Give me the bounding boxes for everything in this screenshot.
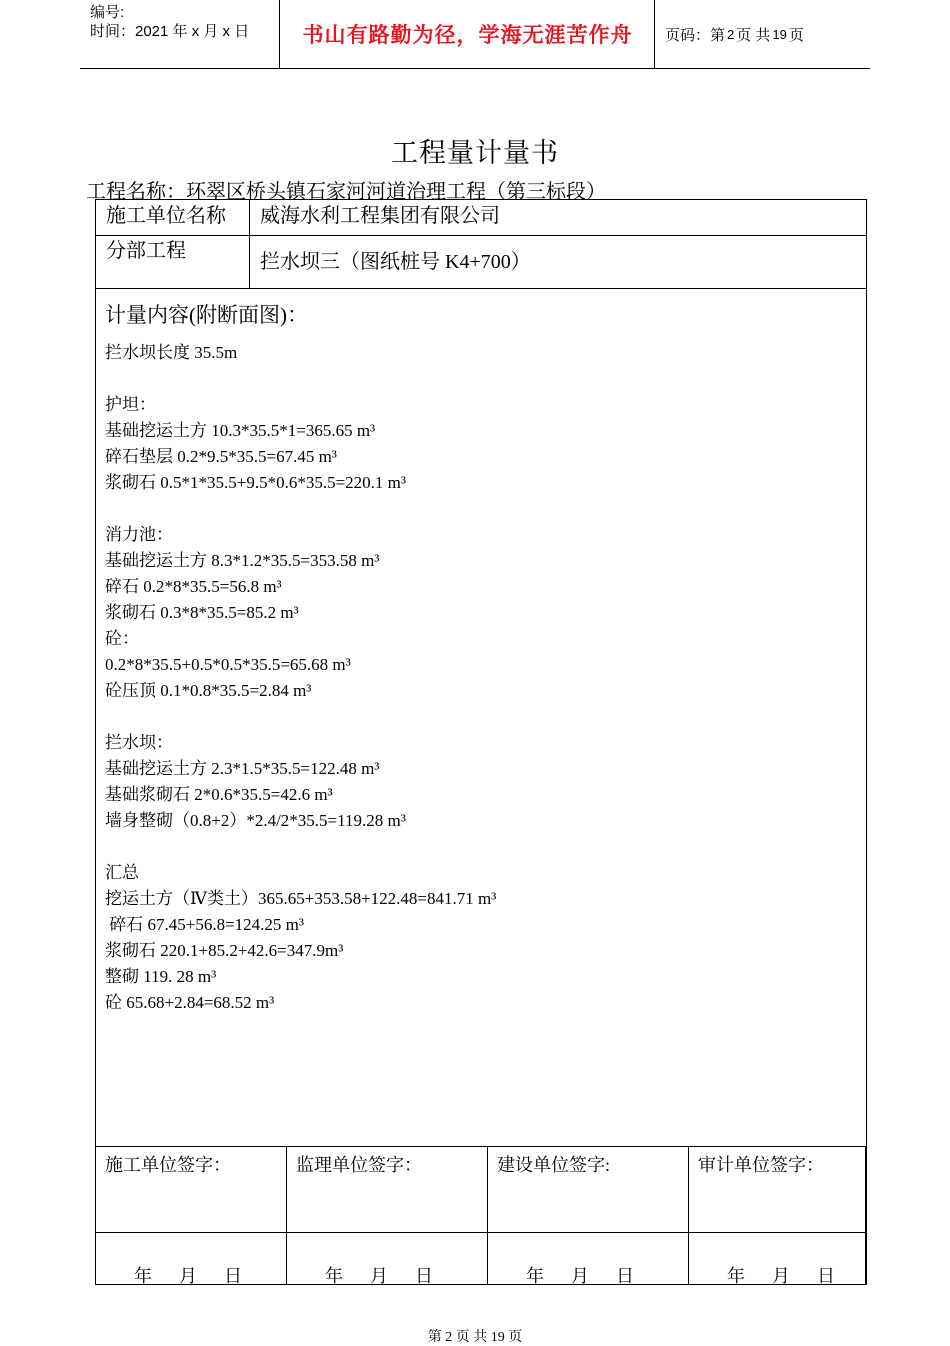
blank-line (105, 496, 855, 522)
header-motto: 书山有路勤为径，学海无涯苦作舟 (281, 0, 655, 68)
content-heading: 计量内容(附断面图)： (105, 303, 308, 327)
content-line: 浆砌石 0.3*8*35.5=85.2 m³ (105, 603, 299, 622)
content-line: 基础浆砌石 2*0.6*35.5=42.6 m³ (105, 785, 333, 804)
content-line: 砼 65.68+2.84=68.52 m³ (105, 993, 275, 1012)
number-label: 编号: (90, 4, 125, 21)
page-prefix: 页码：第 (665, 26, 726, 44)
content-line: 砼压顶 0.1*0.8*35.5=2.84 m³ (105, 681, 312, 700)
contractor-label: 施工单位名称 (96, 200, 250, 235)
page-mid: 页 共 (736, 26, 771, 44)
measurement-content (105, 300, 855, 1016)
content-line: 碎石垫层 0.2*9.5*35.5=67.45 m³ (105, 447, 337, 466)
signature-label: 监理单位签字： (296, 1155, 422, 1175)
signature-date: 年 月 日 (727, 1266, 835, 1286)
contractor-value: 威海水利工程集团有限公司 (260, 205, 500, 227)
signature-label: 建设单位签字: (497, 1155, 611, 1175)
content-line: 消力池： (105, 525, 173, 544)
signature-cell-contractor (96, 1147, 287, 1285)
content-line: 浆砌石 0.5*1*35.5+9.5*0.6*35.5=220.1 m³ (105, 473, 406, 492)
content-line: 0.2*8*35.5+0.5*0.5*35.5=65.68 m³ (105, 655, 351, 674)
signature-date: 年 月 日 (134, 1266, 242, 1286)
measurement-table (95, 199, 867, 1285)
content-line: 汇总 (105, 863, 139, 882)
content-line: 基础挖运土方 8.3*1.2*35.5=353.58 m³ (105, 551, 380, 570)
content-line: 基础挖运土方 10.3*35.5*1=365.65 m³ (105, 421, 376, 440)
signature-label: 审计单位签字： (698, 1155, 824, 1175)
content-line: 基础挖运土方 2.3*1.5*35.5=122.48 m³ (105, 759, 380, 778)
page-total: 19 (772, 26, 787, 42)
content-line: 墙身整砌（0.8+2）*2.4/2*35.5=119.28 m³ (105, 811, 406, 830)
blank-line (105, 366, 855, 392)
header-page-info (655, 0, 870, 68)
blank-line (105, 834, 855, 860)
time-label: 时间：2021 年 x 月 x 日 (90, 23, 250, 40)
content-line: 挖运土方（Ⅳ类土）365.65+353.58+122.48=841.71 m³ (105, 889, 497, 908)
page-current: 2 (727, 26, 735, 42)
document-title: 工程量计量书 (391, 138, 559, 168)
content-line: 拦水坝： (105, 733, 173, 752)
header-meta (80, 0, 280, 68)
signature-cell-supervisor (287, 1147, 488, 1285)
page-footer: 第 2 页 共 19 页 (427, 1330, 523, 1345)
content-line: 砼： (105, 629, 139, 648)
content-line: 碎石 67.45+56.8=124.25 m³ (105, 915, 304, 934)
content-lines (105, 340, 855, 1016)
contractor-row (96, 200, 866, 236)
subproject-label: 分部工程 (96, 235, 250, 288)
signature-date: 年 月 日 (325, 1266, 433, 1286)
signature-divider (96, 1232, 866, 1233)
signature-label: 施工单位签字： (105, 1155, 231, 1175)
content-line: 碎石 0.2*8*35.5=56.8 m³ (105, 577, 282, 596)
blank-line (105, 704, 855, 730)
page-suffix: 页 (788, 26, 804, 44)
signature-cell-owner (488, 1147, 689, 1285)
subproject-row (96, 235, 866, 289)
signature-section (96, 1146, 866, 1285)
signature-date: 年 月 日 (526, 1266, 634, 1286)
signature-cell-auditor (689, 1147, 866, 1285)
page-header (80, 0, 870, 69)
subproject-value: 拦水坝三（图纸桩号 K4+700） (260, 251, 531, 273)
project-name: 工程名称：环翠区桥头镇石家河河道治理工程（第三标段） (86, 181, 606, 203)
content-line: 拦水坝长度 35.5m (105, 343, 238, 362)
content-line: 护坦： (105, 395, 156, 414)
content-line: 整砌 119. 28 m³ (105, 967, 217, 986)
content-line: 浆砌石 220.1+85.2+42.6=347.9m³ (105, 941, 344, 960)
